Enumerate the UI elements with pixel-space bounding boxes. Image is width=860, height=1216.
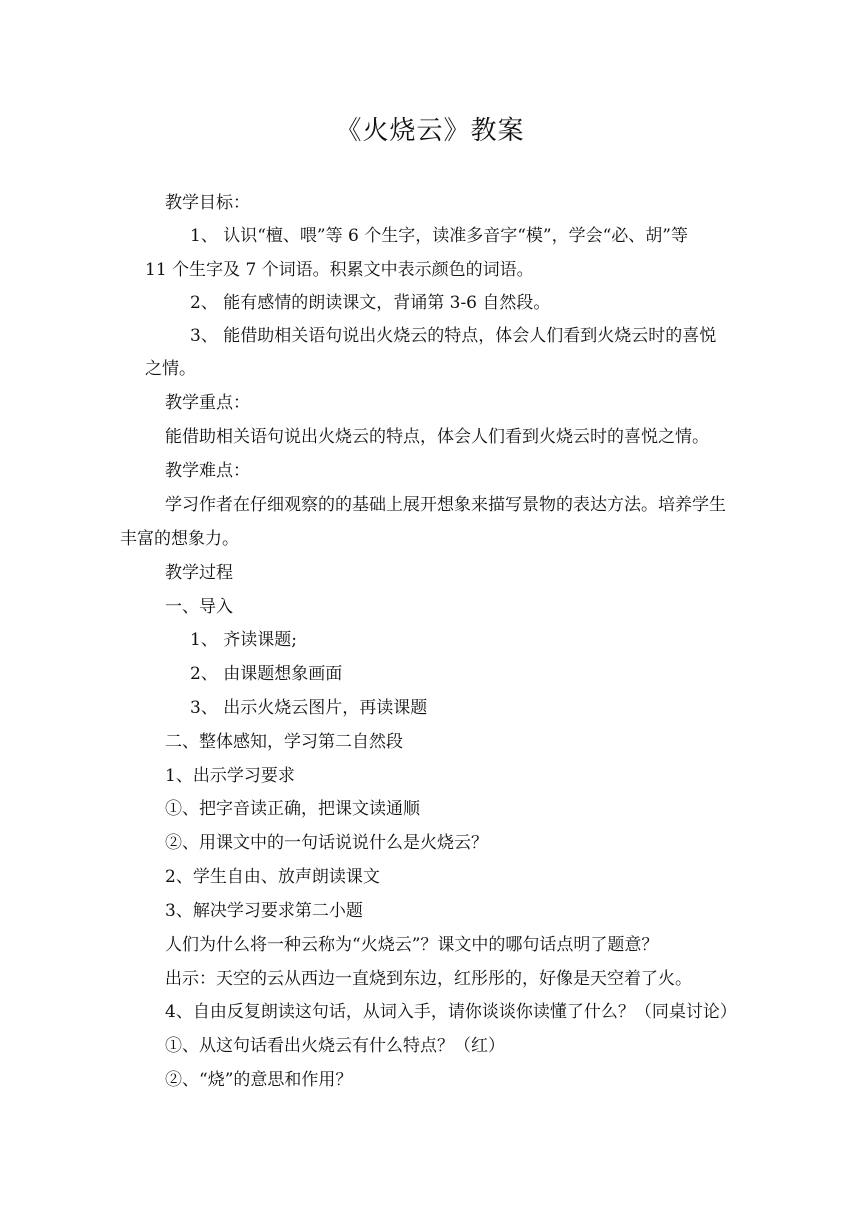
text-line: 丰富的想象力。: [120, 529, 239, 549]
text-line: 一、导入: [165, 597, 233, 617]
text-line: 2、 能有感情的朗读课文，背诵第 3-6 自然段。: [190, 293, 551, 313]
text-line: 教学过程: [165, 563, 233, 583]
text-line: 人们为什么将一种云称为“火烧云”？课文中的哪句话点明了题意？: [165, 935, 659, 955]
text-line: 4、自由反复朗读这句话，从词入手，请你谈谈你读懂了什么？（同桌讨论）: [165, 1002, 737, 1022]
text-line: 1、 齐读课题;: [190, 630, 297, 650]
text-line: 11 个生字及 7 个词语。积累文中表示颜色的词语。: [145, 260, 534, 280]
text-line: 二、整体感知，学习第二自然段: [165, 732, 403, 752]
text-line: ②、“烧”的意思和作用？: [165, 1070, 353, 1090]
text-line: 3、 能借助相关语句说出火烧云的特点，体会人们看到火烧云时的喜悦: [190, 326, 717, 346]
text-line: 学习作者在仔细观察的的基础上展开想象来描写景物的表达方法。培养学生: [165, 495, 726, 515]
text-line: ②、用课文中的一句话说说什么是火烧云？: [165, 833, 488, 853]
text-line: 教学目标：: [165, 193, 250, 213]
text-line: 之情。: [145, 359, 196, 379]
text-line: ①、从这句话看出火烧云有什么特点？（红）: [165, 1036, 505, 1056]
text-line: 出示：天空的云从西边一直烧到东边，红彤彤的，好像是天空着了火。: [165, 969, 692, 989]
text-line: 1、出示学习要求: [165, 766, 295, 786]
document-title: 《火烧云》教案: [335, 116, 525, 146]
text-line: ①、把字音读正确，把课文读通顺: [165, 799, 420, 819]
text-line: 教学重点：: [165, 393, 250, 413]
text-line: 1、 认识“檀、喂”等 6 个生字，读准多音字“模”，学会“必、胡”等: [190, 226, 688, 246]
text-line: 2、学生自由、放声朗读课文: [165, 867, 380, 887]
text-line: 能借助相关语句说出火烧云的特点，体会人们看到火烧云时的喜悦之情。: [165, 427, 709, 447]
text-line: 3、解决学习要求第二小题: [165, 901, 363, 921]
text-line: 教学难点：: [165, 461, 250, 481]
text-line: 3、 出示火烧云图片，再读课题: [190, 698, 428, 718]
text-line: 2、 由课题想象画面: [190, 664, 343, 684]
